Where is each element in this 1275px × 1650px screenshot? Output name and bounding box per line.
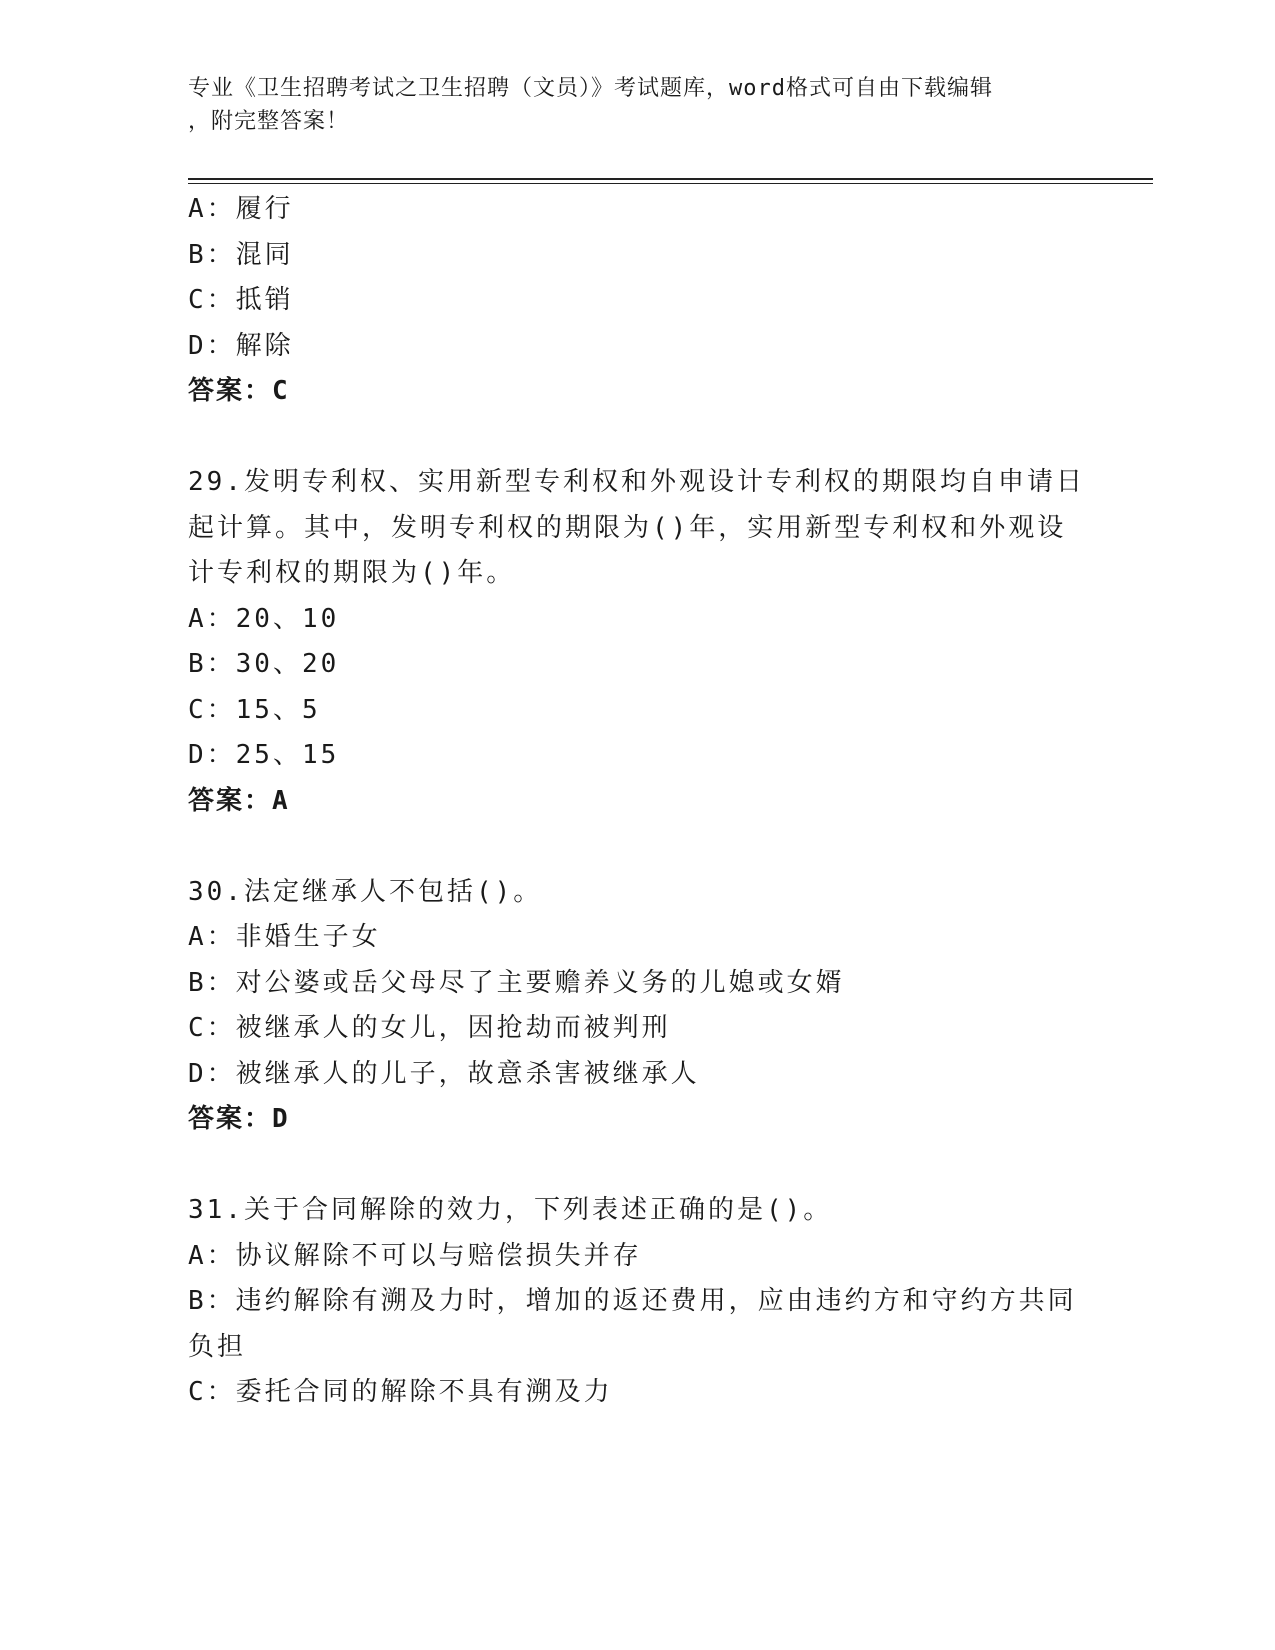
option-b-continuation: 负担 (188, 1331, 247, 1362)
option-a: A：履行 (188, 194, 294, 224)
question-29 (188, 460, 1088, 824)
option-d: D：被继承人的儿子，故意杀害被继承人 (188, 1058, 700, 1089)
option-c: C：15、5 (188, 694, 321, 725)
spacer (188, 415, 1088, 461)
option-b: B：混同 (188, 239, 294, 270)
option-b: B：30、20 (188, 649, 340, 679)
option-a: A：20、10 (188, 603, 340, 634)
option-b: B：对公婆或岳父母尽了主要赡养义务的儿媳或女婿 (188, 967, 845, 998)
option-c: C：被继承人的女儿，因抢劫而被判刑 (188, 1013, 671, 1043)
header-line-1: 专业《卫生招聘考试之卫生招聘（文员）》考试题库，word格式可自由下载编辑 (188, 76, 993, 101)
answer: 答案：A (188, 785, 290, 816)
question-stem-line: 29.发明专利权、实用新型专利权和外观设计专利权的期限均自申请日 (188, 467, 1085, 497)
option-d: D：解除 (188, 330, 294, 361)
document-header (188, 72, 1088, 138)
option-b: B：违约解除有溯及力时，增加的返还费用，应由违约方和守约方共同 (188, 1286, 1077, 1316)
option-d: D：25、15 (188, 740, 340, 770)
question-31 (188, 1188, 1088, 1416)
header-divider (188, 178, 1153, 184)
option-c: C：委托合同的解除不具有溯及力 (188, 1377, 613, 1407)
option-a: A：协议解除不可以与赔偿损失并存 (188, 1240, 642, 1271)
question-content (188, 187, 1088, 1416)
spacer (188, 1143, 1088, 1189)
answer: 答案：D (188, 1104, 290, 1134)
question-28 (188, 187, 1088, 415)
option-c: C：抵销 (188, 285, 294, 315)
question-stem-line: 31.关于合同解除的效力，下列表述正确的是()。 (188, 1195, 833, 1225)
question-30 (188, 870, 1088, 1143)
answer: 答案：C (188, 376, 290, 406)
question-stem-line: 30.法定继承人不包括()。 (188, 876, 543, 907)
header-line-2: ，附完整答案！ (188, 109, 350, 134)
question-stem-line: 计专利权的期限为()年。 (188, 558, 516, 588)
question-stem-line: 起计算。其中，发明专利权的期限为()年，实用新型专利权和外观设 (188, 512, 1067, 543)
option-a: A：非婚生子女 (188, 922, 381, 952)
spacer (188, 824, 1088, 870)
